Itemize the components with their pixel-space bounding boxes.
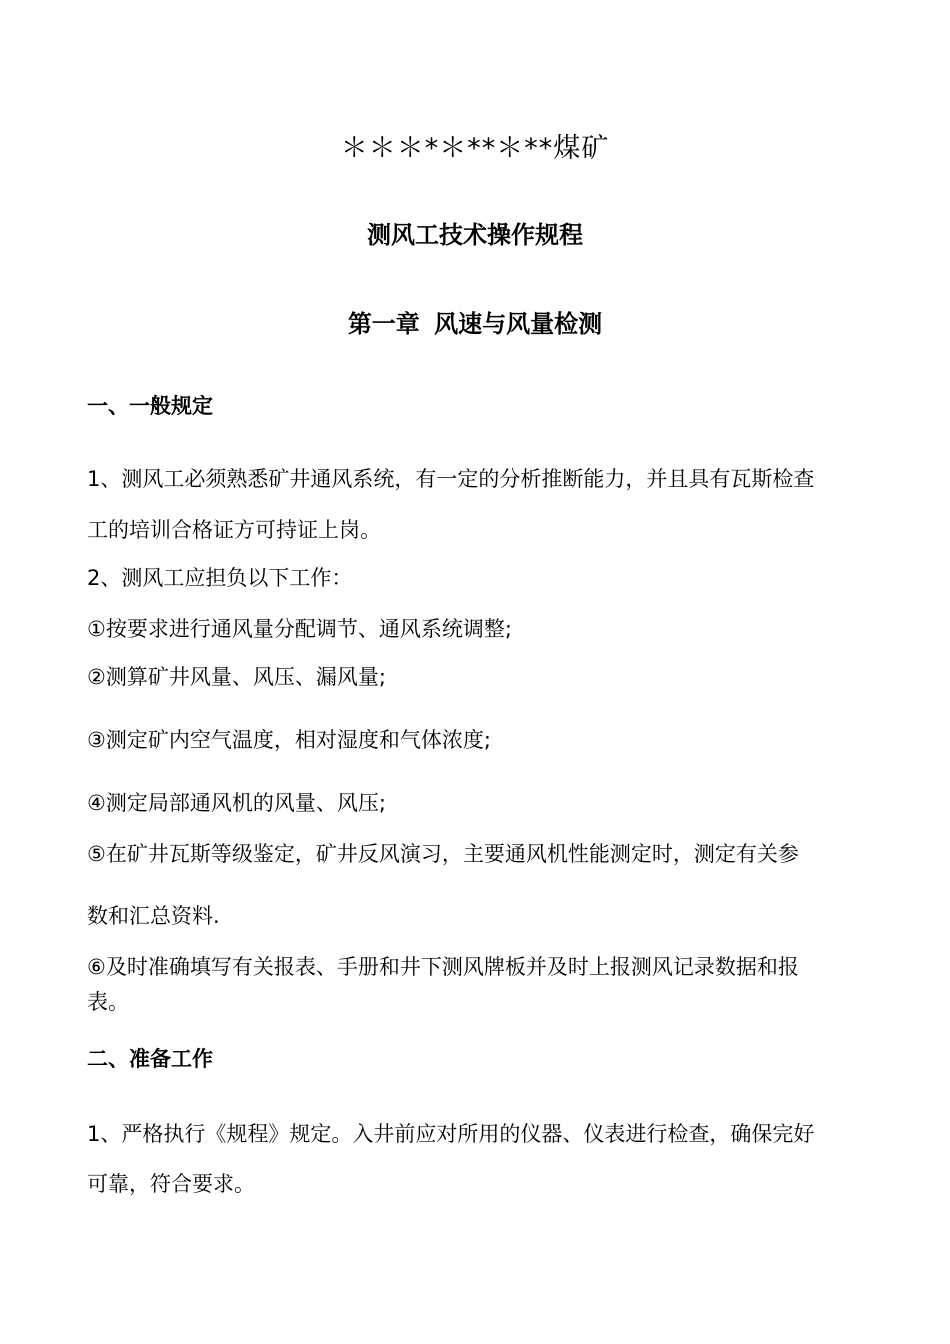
chapter-heading: 第一章 风速与风量检测 <box>347 310 603 338</box>
list-item: ①按要求进行通风量分配调节、通风系统调整; <box>87 617 512 641</box>
paragraph-line: 1、测风工必须熟悉矿井通风系统，有一定的分析推断能力，并且具有瓦斯检查 <box>87 467 815 491</box>
list-item-continuation: 表。 <box>87 990 129 1014</box>
list-item: ⑤在矿井瓦斯等级鉴定，矿井反风演习，主要通风机性能测定时，测定有关参 <box>87 842 799 866</box>
list-item: ④测定局部通风机的风量、风压; <box>87 791 386 815</box>
section-heading-preparation: 二、准备工作 <box>87 1047 213 1071</box>
list-item: ⑥及时准确填写有关报表、手册和井下测风牌板并及时上报测风记录数据和报 <box>87 955 799 979</box>
paragraph-line: 1、严格执行《规程》规定。入井前应对所用的仪器、仪表进行检查，确保完好 <box>87 1122 815 1146</box>
paragraph-line: 2、测风工应担负以下工作： <box>87 566 353 590</box>
organization-title: ＊＊＊*＊**＊**煤矿 <box>340 133 610 164</box>
document-title: 测风工技术操作规程 <box>367 221 583 249</box>
paragraph-line: 工的培训合格证方可持证上岗。 <box>87 518 381 542</box>
paragraph-line: 可靠，符合要求。 <box>87 1172 255 1196</box>
list-item: ②测算矿井风量、风压、漏风量; <box>87 665 386 689</box>
list-item: ③测定矿内空气温度，相对湿度和气体浓度; <box>87 728 491 752</box>
list-item-continuation: 数和汇总资料. <box>87 904 220 928</box>
section-heading-general: 一、一般规定 <box>87 394 213 418</box>
